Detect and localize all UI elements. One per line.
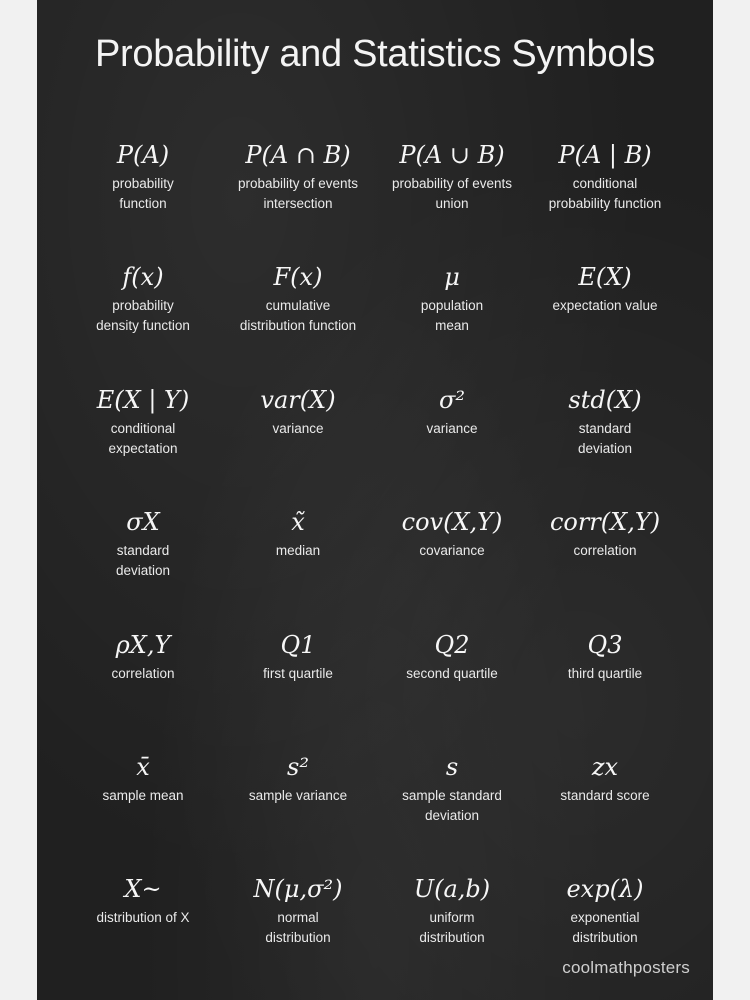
symbol: s²: [287, 753, 309, 781]
symbol-label: expectation value: [552, 298, 658, 313]
symbol: E(X): [578, 263, 632, 291]
symbol-label: conditional expectation: [108, 421, 178, 456]
symbol-card: [218, 385, 378, 439]
symbol-card: [372, 140, 532, 214]
symbol-card: [63, 874, 223, 928]
symbol: P(A | B): [558, 141, 652, 169]
symbol-card: [525, 262, 685, 316]
symbol: zx: [591, 753, 619, 781]
symbol: f(x): [122, 263, 164, 291]
symbol: Q2: [434, 631, 470, 659]
symbol-card: [218, 507, 378, 561]
symbol: X~: [124, 875, 162, 903]
symbol-label: probability density function: [96, 298, 190, 333]
symbol-label: variance: [426, 421, 478, 436]
symbol-card: [63, 507, 223, 581]
symbol-card: [218, 752, 378, 806]
symbol-card: [372, 262, 532, 336]
symbol-card: [63, 630, 223, 684]
symbol: P(A ∩ B): [245, 141, 351, 169]
symbol-card: [372, 752, 532, 826]
symbol-card: [63, 140, 223, 214]
symbol: μ: [444, 263, 460, 291]
symbol-label: standard deviation: [577, 421, 633, 456]
watermark-text: coolmathposters: [562, 958, 690, 977]
symbol-card: [525, 140, 685, 214]
symbol-label: standard score: [560, 788, 650, 803]
symbol-card: [372, 630, 532, 684]
symbol-card: [372, 874, 532, 948]
symbol-label: conditional probability function: [548, 176, 662, 211]
symbol: U(a,b): [413, 875, 491, 903]
symbol: σ²: [438, 386, 465, 414]
symbol-label: third quartile: [567, 666, 643, 681]
symbol: corr(X,Y): [549, 508, 661, 536]
symbol-label: distribution of X: [96, 910, 190, 925]
symbol: x̄: [136, 753, 150, 781]
symbol: exp(λ): [566, 875, 644, 903]
symbol: std(X): [568, 386, 642, 414]
symbol-label: standard deviation: [115, 543, 171, 578]
symbol-card: [525, 752, 685, 806]
symbol-label: correlation: [573, 543, 637, 558]
symbol-card: [525, 507, 685, 561]
symbol-card: [63, 262, 223, 336]
symbol: F(x): [273, 263, 323, 291]
symbol-label: second quartile: [406, 666, 498, 681]
symbol-label: normal distribution: [265, 910, 331, 945]
symbol-card: [372, 507, 532, 561]
symbol-card: [525, 630, 685, 684]
symbol-label: probability of events union: [391, 176, 513, 211]
symbol: cov(X,Y): [401, 508, 503, 536]
poster: [37, 0, 713, 1000]
symbol-label: variance: [272, 421, 324, 436]
symbol-card: [63, 752, 223, 806]
symbol-label: correlation: [111, 666, 175, 681]
symbol-label: probability of events intersection: [237, 176, 359, 211]
symbol: x̃: [291, 508, 305, 536]
symbol: P(A): [116, 141, 170, 169]
symbol-label: sample standard deviation: [402, 788, 502, 823]
symbol-card: [218, 262, 378, 336]
symbol: Q1: [280, 631, 316, 659]
symbol-card: [63, 385, 223, 459]
symbol: σX: [126, 508, 160, 536]
symbol: Q3: [587, 631, 623, 659]
symbol-card: [372, 385, 532, 439]
symbol-card: [218, 874, 378, 948]
symbol-card: [525, 874, 685, 948]
symbol-label: median: [275, 543, 321, 558]
symbol-card: [525, 385, 685, 459]
symbol-label: uniform distribution: [419, 910, 485, 945]
symbol: E(X | Y): [96, 386, 190, 414]
symbol-label: sample variance: [248, 788, 348, 803]
symbol-label: exponential distribution: [570, 910, 640, 945]
symbol-card: [218, 630, 378, 684]
symbol-label: sample mean: [102, 788, 184, 803]
symbol-label: first quartile: [263, 666, 333, 681]
symbol: ρX,Y: [115, 631, 171, 659]
symbol-label: cumulative distribution function: [239, 298, 357, 333]
symbol-card: [218, 140, 378, 214]
symbol-label: population mean: [420, 298, 484, 333]
symbol-label: probability function: [112, 176, 174, 211]
symbol: P(A ∪ B): [399, 141, 505, 169]
page-title: Probability and Statistics Symbols: [94, 33, 656, 75]
symbol-label: covariance: [419, 543, 485, 558]
symbol: var(X): [260, 386, 336, 414]
symbol: N(μ,σ²): [253, 875, 343, 903]
symbol: s: [445, 753, 459, 781]
